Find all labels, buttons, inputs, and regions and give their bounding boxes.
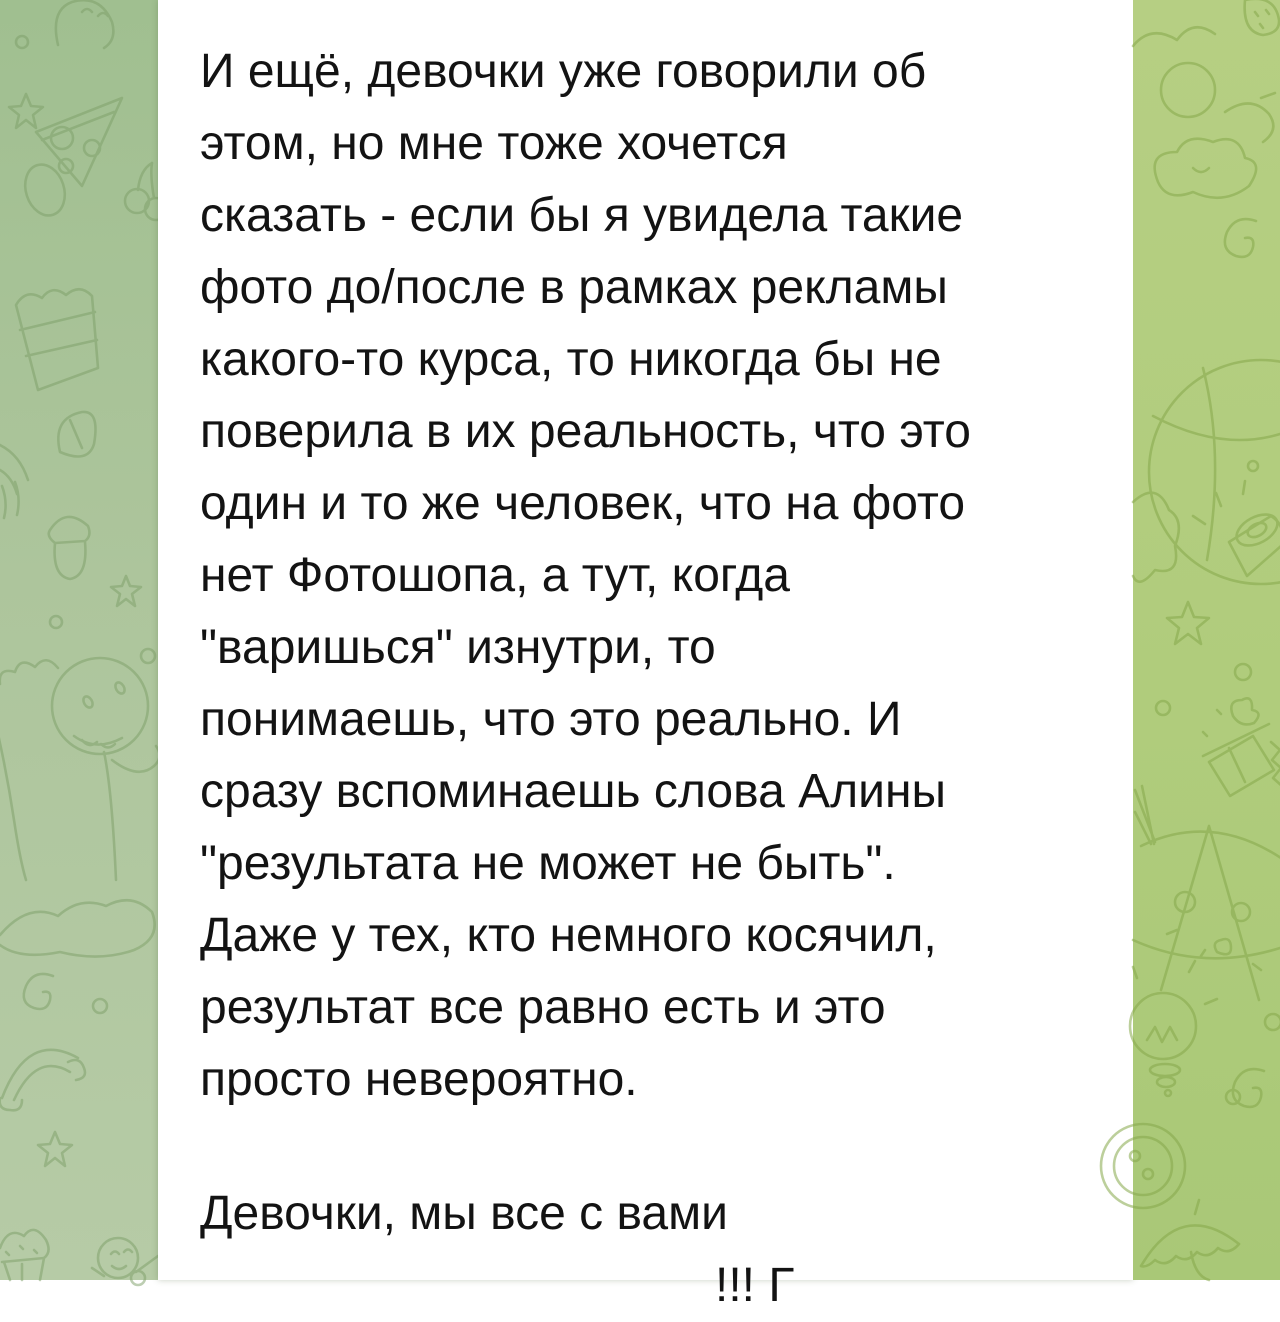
button-doodle-icon (1101, 1124, 1185, 1208)
ghost-doodle-icon (56, 0, 114, 48)
message-line: Даже у тех, кто немного косячил, (200, 909, 937, 962)
message-line: этом, но мне тоже хочется (200, 117, 788, 170)
dino-doodle-icon (0, 658, 160, 880)
message-line: один и то же человек, что на фото (200, 477, 966, 530)
acorn-doodle-icon (49, 517, 90, 579)
dot-doodle-icon (1156, 701, 1170, 715)
gingerbread-doodle-icon (92, 1238, 158, 1285)
rainbow-doodle-icon (0, 1050, 85, 1110)
cake-doodle-icon (16, 289, 98, 390)
background-doodles-right (1133, 0, 1280, 1280)
dot-doodle-icon (141, 649, 155, 663)
message-line: какого-то курса, то никогда бы не (200, 333, 942, 386)
star-doodle-icon (1167, 602, 1209, 644)
spiral-doodle-icon (1225, 219, 1256, 257)
message-paragraph (200, 1178, 1097, 1250)
message-line: результат все равно есть и это (200, 981, 886, 1034)
background-doodles-left (0, 0, 158, 1280)
message-line: понимаешь, что это реально. И (200, 693, 902, 746)
message-line: И ещё, девочки уже говорили об (200, 45, 927, 98)
watermelon-doodle-icon (0, 445, 28, 494)
message-line: сказать - если бы я увидела такие (200, 189, 964, 242)
message-text (200, 36, 1097, 1250)
message-line: нет Фотошопа, а тут, когда (200, 549, 790, 602)
chat-background-right (1133, 0, 1280, 1280)
zigzag-doodle-icon (1271, 742, 1280, 786)
message-line: фото до/после в рамках рекламы (200, 261, 948, 314)
lightbulb-doodle-icon (1130, 950, 1217, 1096)
leaf-doodle-icon (58, 412, 95, 457)
message-line: сразу вспоминаешь слова Алины (200, 765, 946, 818)
star-doodle-icon (9, 94, 43, 128)
message-bubble[interactable] (158, 0, 1133, 1312)
egg-doodle-icon (19, 159, 71, 220)
message-line: "результата не может не быть". (200, 837, 896, 890)
message-cutoff-line: !!! Г (715, 1259, 795, 1312)
cupcake-doodle-icon (0, 1230, 49, 1280)
dot-doodle-icon (1248, 461, 1258, 471)
message-line: "варишься" изнутри, то (200, 621, 716, 674)
message-line: Девочки, мы все с вами (200, 1187, 728, 1240)
dot-doodle-icon (93, 999, 107, 1013)
chat-background-left (0, 0, 158, 1280)
whisk-doodle-icon (1135, 786, 1155, 844)
dot-doodle-icon (16, 36, 28, 48)
sparkle-doodle-icon (2, 482, 19, 518)
dot-doodle-icon (1265, 1014, 1280, 1030)
star-doodle-icon (111, 576, 141, 606)
dog-doodle-icon (1133, 27, 1275, 198)
spiral-doodle-icon (24, 974, 53, 1009)
cloud-doodle-icon (0, 900, 155, 956)
strawberry-doodle-icon (1245, 0, 1279, 35)
ball-doodle-icon (1149, 360, 1280, 584)
pizza-doodle-icon (36, 98, 122, 186)
pizza-doodle-icon (1133, 826, 1280, 1000)
gift-doodle-icon (1203, 698, 1274, 796)
dot-doodle-icon (1235, 664, 1251, 680)
umbrella-doodle-icon (1141, 1200, 1239, 1280)
flashlight-doodle-icon (1193, 481, 1280, 576)
message-paragraph (200, 36, 1097, 1116)
message-line: просто невероятно. (200, 1053, 638, 1106)
message-line: поверила в их реальность, что это (200, 405, 971, 458)
cloud-doodle-icon (1133, 493, 1179, 582)
star-doodle-icon (38, 1132, 72, 1166)
dot-doodle-icon (50, 616, 62, 628)
